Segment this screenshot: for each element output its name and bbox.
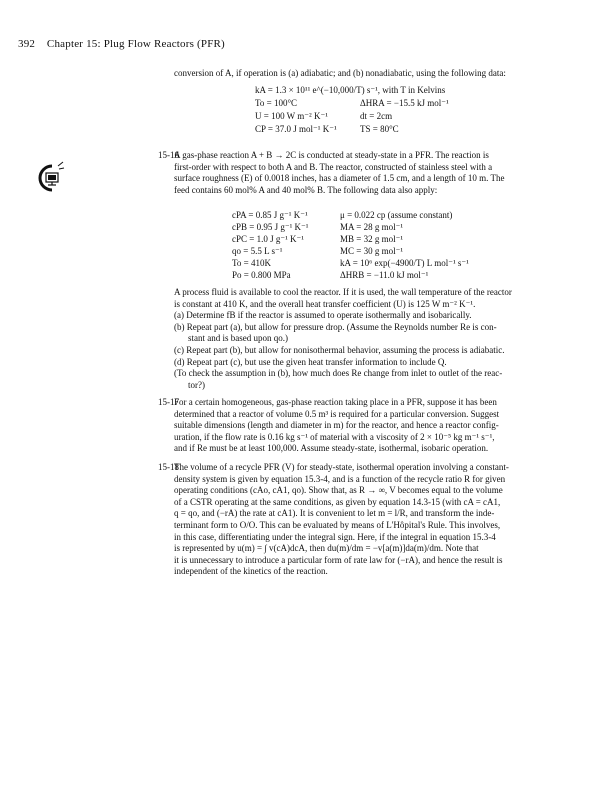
part-c: (c) Repeat part (b), but allow for nonisothermal behavior, assuming the process is adiabatic. [174, 344, 505, 355]
data-po: Po = 0.800 MPa [232, 270, 291, 280]
chapter-title: Chapter 15: Plug Flow Reactors (PFR) [46, 38, 225, 50]
data-cpb: cPB = 0.95 J g⁻¹ K⁻¹ [232, 222, 309, 232]
data-cp: CP = 37.0 J mol⁻¹ K⁻¹ [255, 124, 337, 134]
problem-number-15-18: 15-18 [158, 462, 179, 472]
data-u: U = 100 W m⁻² K⁻¹ [255, 111, 328, 121]
problem-15-18-text: The volume of a recycle PFR (V) for steady-state, isothermal operation involving a constant- density system is given by equation 15.3-4, and is a function of the recycle ratio R for given operating conditions (cAo, cA1, qo). Show that, as R → ∞, V becomes equal to the volume of a CSTR operating at the same conditions, as given by equation 14.3-15 (with cA = cA1, q = qo, and (−rA) the rate at cA1). It is convenient to let m = l/R, and transform the inde- terminant form to O/O. This can be evaluated by means of L'Hôpital's Rule. This involves, in this case, differentiating under the integral sign. Here, if the integral in equation 15.3-4 is represented by u(m) = ∫ v(cA)dcA, then du(m)/dm = −v[a(m)]da(m)/dm. Note that it is unnecessary to introduce a particular form of rate law for (−rA), and hence the result is independent of the kinetics of the reaction. [174, 462, 509, 577]
data-dt: dt = 2cm [360, 111, 393, 121]
computer-problem-icon [30, 160, 66, 196]
part-d: (d) Repeat part (c), but use the given heat transfer information to include Q. [174, 356, 447, 367]
part-a: (a) Determine fB if the reactor is assumed to operate isothermally and isobarically. [174, 310, 472, 321]
data-dhra: ΔHRA = −15.5 kJ mol⁻¹ [360, 98, 449, 108]
running-header [18, 38, 225, 50]
data-to: To = 100°C [255, 98, 298, 108]
data-ts: TS = 80°C [360, 124, 399, 134]
intro-line: conversion of A, if operation is (a) adiabatic; and (b) nonadiabatic, using the following data: [174, 68, 506, 78]
data-mc: MC = 30 g mol⁻¹ [340, 246, 404, 256]
data-qo: qo = 5.5 L s⁻¹ [232, 246, 283, 256]
data-ka: kA = 10⁶ exp(−4900/T) L mol⁻¹ s⁻¹ [340, 258, 469, 268]
problem-15-17-text: For a certain homogeneous, gas-phase reaction taking place in a PFR, suppose it has been determined that a reactor of volume 0.5 m³ is required for a particular conversion. Suggest suitable dimensions (length and diameter in m) for the reactor, and hence a reactor config- uration, if the flow rate is 0.16 kg s⁻¹ of material with a viscosity of 2 × 10⁻⁵ kg m⁻¹ s⁻¹, and if Re must be at least 100,000. Assume steady-state, isothermal, isobaric operation. [174, 397, 500, 454]
data-cpc: cPC = 1.0 J g⁻¹ K⁻¹ [232, 234, 304, 244]
rate-constant-row: kA = 1.3 × 10¹¹ e^(−10,000/T) s⁻¹, with T in Kelvins [255, 85, 446, 95]
problem-number-15-16: 15-16 [158, 150, 179, 160]
part-b: (b) Repeat part (a), but allow for pressure drop. (Assume the Reynolds number Re is con- [174, 321, 497, 332]
problem-number-15-17: 15-17 [158, 397, 179, 407]
data-mu: μ = 0.022 cp (assume constant) [340, 210, 453, 220]
page-number: 392 [18, 38, 36, 50]
data-dhrb: ΔHRB = −11.0 kJ mol⁻¹ [340, 270, 429, 280]
problem-15-16-intro: A gas-phase reaction A + B → 2C is conducted at steady-state in a PFR. The reaction is first-order with respect to both A and B. The reactor, constructed of stainless steel with a surface roughness (E) of 0.0018 inches, has a diameter of 1.5 cm, and a length of 10 m. The feed contains 60 mol% A and 40 mol% B. The following data also apply: [174, 150, 505, 195]
data-mb: MB = 32 g mol⁻¹ [340, 234, 404, 244]
data-ma: MA = 28 g mol⁻¹ [340, 222, 404, 232]
problem-15-16-parts: A process fluid is available to cool the reactor. If it is used, the wall temperature of the reactor is constant at 410 K, and the overall heat transfer coefficient (U) is 125 W m⁻² K⁻¹. (a) Determine fB if the reactor is assumed to operate isothermally and isobarically. (b) Repeat part (a), but allow for pressure drop. (Assume the Reynolds number Re is con- stant and is based upon qo.) (c) Repeat part (b), but allow for nonisothermal behavior, assuming the process is adiabatic. (d) Repeat part (c), but use the given heat transfer information to include Q. (To check the assumption in (b), how much does Re change from inlet to outlet of the reac- tor?) [174, 287, 578, 391]
data-cpa: cPA = 0.85 J g⁻¹ K⁻¹ [232, 210, 308, 220]
data-to-410: To = 410K [232, 258, 271, 268]
